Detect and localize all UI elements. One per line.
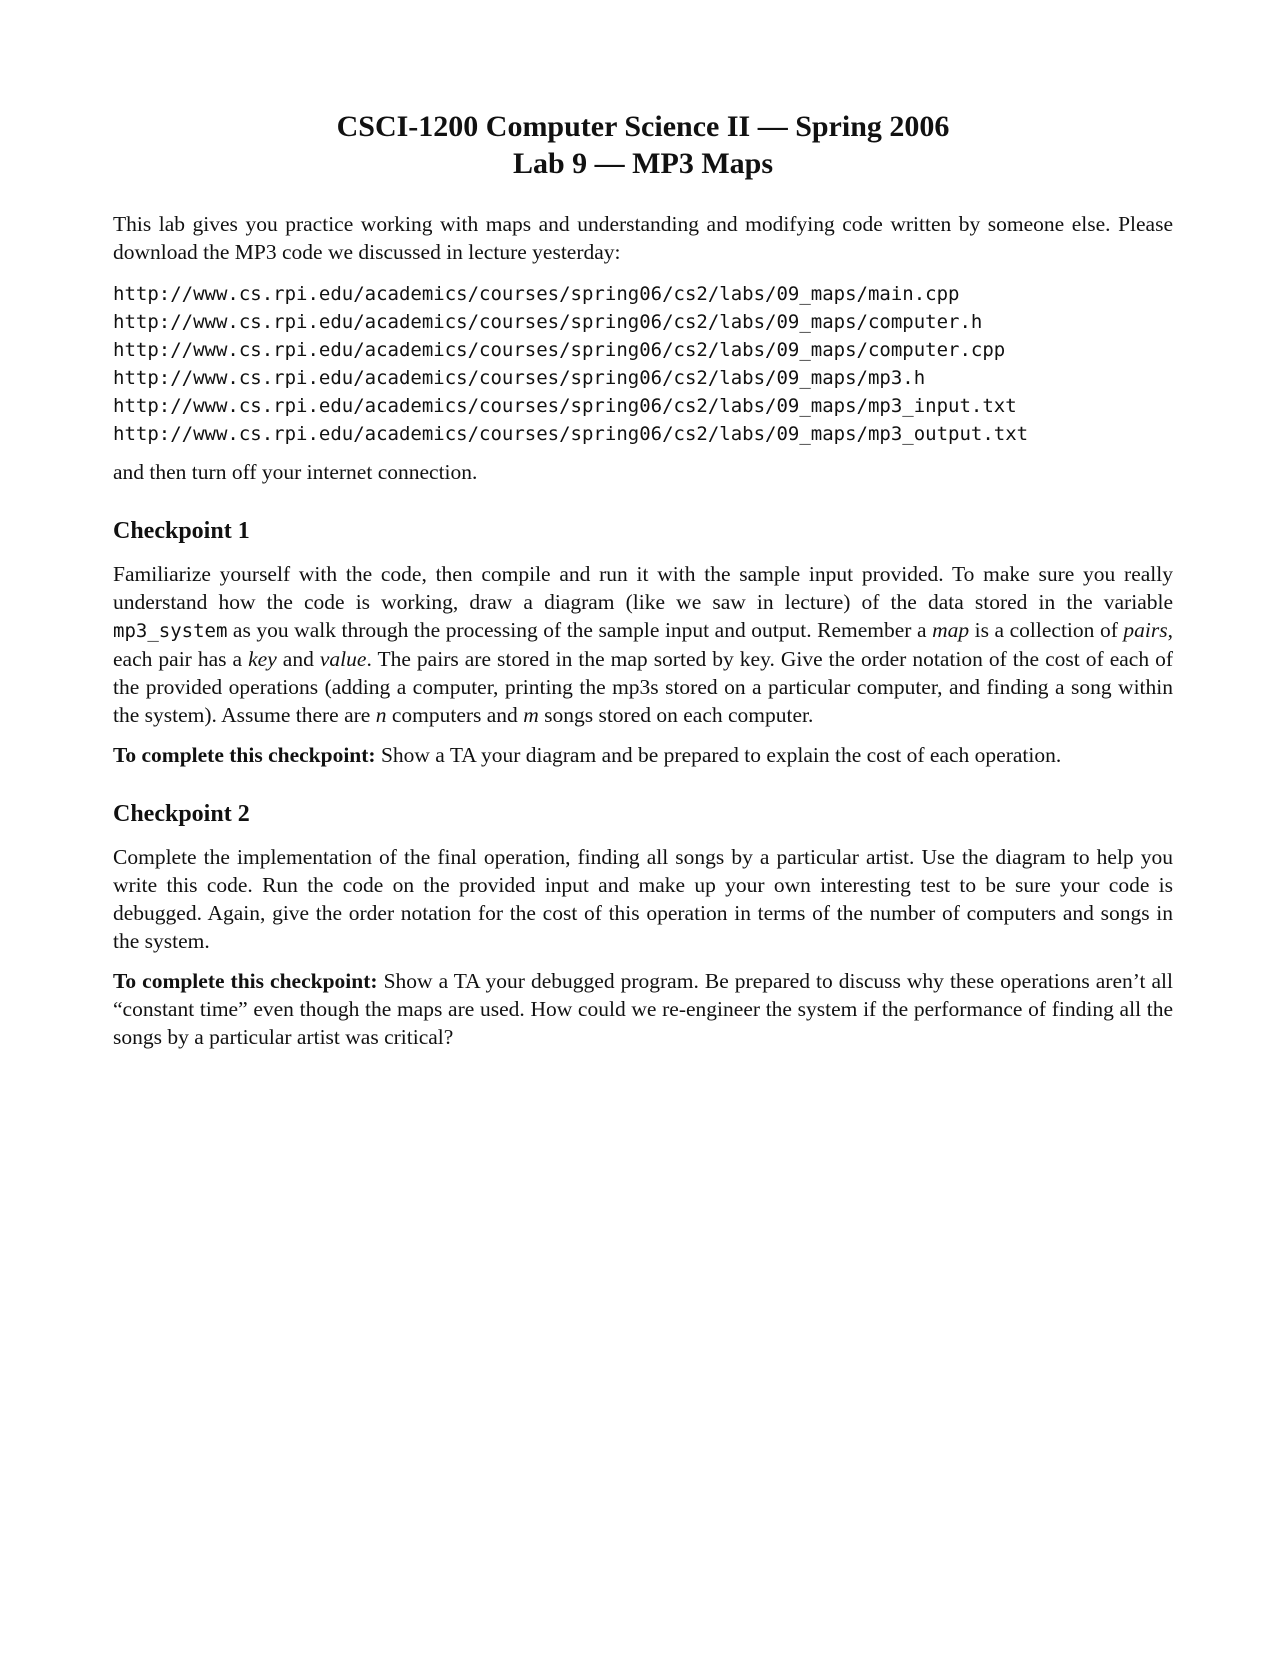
text-run: , each pair has a xyxy=(113,618,1173,671)
text-run: songs stored on each computer. xyxy=(538,703,814,727)
intro-paragraph: This lab gives you practice working with maps and understanding and modifying code written by someone else. Please download the MP3 code we discussed in lecture yesterday: xyxy=(113,212,1173,264)
emphasis-pairs: pairs xyxy=(1123,618,1168,642)
checkpoint-1-heading: Checkpoint 1 xyxy=(113,518,250,544)
text-run: and xyxy=(276,647,320,671)
emphasis-map: map xyxy=(932,618,970,642)
text-run: Familiarize yourself with the code, then compile and run it with the sample input provided. To make sure you really understand how the code is working, draw a diagram (like we saw in lecture) of the data stored in the variable xyxy=(113,562,1173,614)
document-page xyxy=(113,108,1173,1051)
task-text: Show a TA your debugged program. Be prepared to discuss why these operations aren’t all “constant time” even though the maps are used. How could we re-engineer the system if the performance of finding all the songs by a particular artist was critical? xyxy=(113,969,1173,1049)
title-line-course: CSCI-1200 Computer Science II — Spring 2006 xyxy=(336,110,950,143)
title-line-lab: Lab 9 — MP3 Maps xyxy=(512,147,773,180)
disconnect-note: and then turn off your internet connection. xyxy=(113,460,478,484)
text-run: computers and xyxy=(386,703,524,727)
text-run: . The pairs are stored in the map sorted by key. Give the order notation of the cost of each of the provided operations (adding a computer, printing the mp3s stored on a particular computer, and finding a song within the system). Assume there are xyxy=(113,647,1174,727)
url-mp3-h: http://www.cs.rpi.edu/academics/courses/spring06/cs2/labs/09_maps/mp3.h xyxy=(113,367,926,389)
task-label: To complete this checkpoint: xyxy=(113,969,378,993)
url-list xyxy=(113,280,1173,448)
checkpoint-2-task xyxy=(113,967,1173,1051)
url-main-cpp: http://www.cs.rpi.edu/academics/courses/spring06/cs2/labs/09_maps/main.cpp xyxy=(113,283,960,305)
url-mp3-input: http://www.cs.rpi.edu/academics/courses/spring06/cs2/labs/09_maps/mp3_input.txt xyxy=(113,395,1017,417)
checkpoint-1-body xyxy=(113,560,1173,729)
code-mp3-system: mp3_system xyxy=(113,620,228,642)
url-computer-cpp: http://www.cs.rpi.edu/academics/courses/spring06/cs2/labs/09_maps/computer.cpp xyxy=(113,339,1006,361)
task-text: Show a TA your diagram and be prepared to explain the cost of each operation. xyxy=(375,743,1062,767)
text-run: is a collection of xyxy=(969,618,1124,642)
url-computer-h: http://www.cs.rpi.edu/academics/courses/spring06/cs2/labs/09_maps/computer.h xyxy=(113,311,983,333)
document-title xyxy=(113,108,1173,182)
math-m: m xyxy=(523,703,539,727)
checkpoint-2-body: Complete the implementation of the final operation, finding all songs by a particular artist. Use the diagram to help you write this code. Run the code on the provided input and make up your own interesting test to be sure your code is debugged. Again, give the order notation for the cost of this operation in terms of the number of computers and songs in the system. xyxy=(113,845,1173,953)
task-label: To complete this checkpoint: xyxy=(113,743,376,767)
emphasis-key: key xyxy=(248,647,277,671)
text-run: as you walk through the processing of the sample input and output. Remember a xyxy=(227,618,933,642)
url-mp3-output: http://www.cs.rpi.edu/academics/courses/spring06/cs2/labs/09_maps/mp3_output.txt xyxy=(113,423,1029,445)
checkpoint-1-task xyxy=(113,741,1173,769)
checkpoint-2-heading: Checkpoint 2 xyxy=(113,801,250,827)
emphasis-value: value xyxy=(319,647,367,671)
math-n: n xyxy=(375,703,387,727)
